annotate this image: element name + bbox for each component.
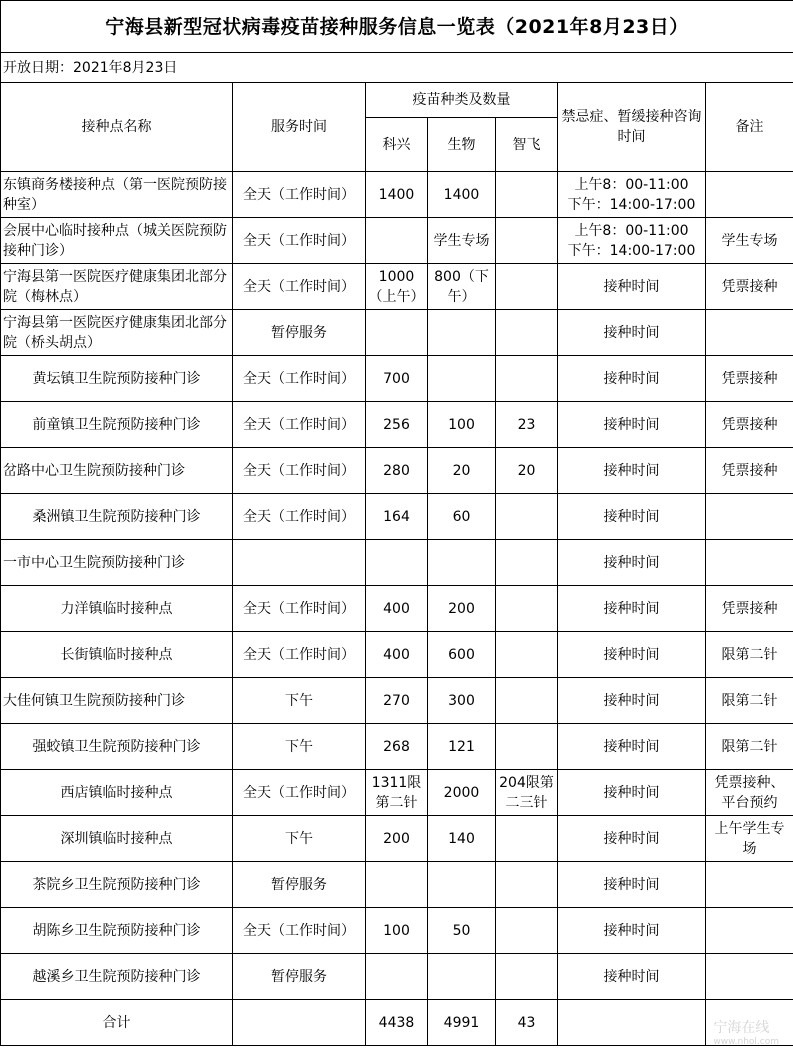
cell-site: 岔路中心卫生院预防接种门诊 <box>1 448 233 494</box>
table-row <box>1 356 793 402</box>
cell-kexing: 280 <box>366 448 428 494</box>
cell-site: 一市中心卫生院预防接种门诊 <box>1 540 233 586</box>
cell-service: 暂停服务 <box>233 862 366 908</box>
table-row <box>1 724 793 770</box>
cell-shengwu: 121 <box>428 724 496 770</box>
cell-consult <box>558 1000 706 1046</box>
header-site: 接种点名称 <box>1 83 233 172</box>
cell-kexing: 4438 <box>366 1000 428 1046</box>
cell-consult: 接种时间 <box>558 402 706 448</box>
cell-shengwu: 140 <box>428 816 496 862</box>
cell-shengwu: 20 <box>428 448 496 494</box>
cell-zhifei <box>496 356 558 402</box>
cell-service: 下午 <box>233 678 366 724</box>
cell-consult: 接种时间 <box>558 540 706 586</box>
cell-shengwu: 50 <box>428 908 496 954</box>
cell-note <box>706 908 793 954</box>
cell-note: 凭票接种、平台预约 <box>706 770 793 816</box>
cell-site: 宁海县第一医院医疗健康集团北部分院（桥头胡点） <box>1 310 233 356</box>
header-vaccine-group: 疫苗种类及数量 <box>366 83 558 118</box>
watermark-logo <box>713 1017 779 1047</box>
cell-consult: 接种时间 <box>558 310 706 356</box>
cell-consult: 接种时间 <box>558 862 706 908</box>
cell-consult: 接种时间 <box>558 356 706 402</box>
cell-note <box>706 310 793 356</box>
cell-kexing: 400 <box>366 586 428 632</box>
cell-zhifei <box>496 816 558 862</box>
table-row <box>1 494 793 540</box>
cell-site: 桑洲镇卫生院预防接种门诊 <box>1 494 233 540</box>
header-shengwu: 生物 <box>428 118 496 172</box>
cell-zhifei <box>496 678 558 724</box>
cell-site: 大佳何镇卫生院预防接种门诊 <box>1 678 233 724</box>
cell-kexing: 164 <box>366 494 428 540</box>
cell-kexing: 1400 <box>366 172 428 218</box>
table-row <box>1 218 793 264</box>
cell-service: 全天（工作时间） <box>233 770 366 816</box>
cell-kexing <box>366 954 428 1000</box>
cell-shengwu: 800（下午） <box>428 264 496 310</box>
table-row <box>1 402 793 448</box>
cell-note: 限第二针 <box>706 632 793 678</box>
cell-note: 凭票接种 <box>706 586 793 632</box>
header-kexing: 科兴 <box>366 118 428 172</box>
header-consult: 禁忌症、暂缓接种咨询时间 <box>558 83 706 172</box>
cell-note <box>706 862 793 908</box>
table-row <box>1 540 793 586</box>
cell-zhifei <box>496 172 558 218</box>
table-row <box>1 908 793 954</box>
cell-zhifei: 20 <box>496 448 558 494</box>
cell-zhifei <box>496 310 558 356</box>
cell-consult: 接种时间 <box>558 770 706 816</box>
cell-shengwu: 1400 <box>428 172 496 218</box>
cell-note: 限第二针 <box>706 678 793 724</box>
page-title: 宁海县新型冠状病毒疫苗接种服务信息一览表（2021年8月23日） <box>1 1 793 53</box>
cell-kexing: 1000（上午） <box>366 264 428 310</box>
cell-zhifei: 43 <box>496 1000 558 1046</box>
cell-site: 茶院乡卫生院预防接种门诊 <box>1 862 233 908</box>
cell-service: 全天（工作时间） <box>233 908 366 954</box>
cell-kexing <box>366 218 428 264</box>
cell-note: 学生专场 <box>706 218 793 264</box>
header-note: 备注 <box>706 83 793 172</box>
cell-service: 暂停服务 <box>233 310 366 356</box>
open-date: 开放日期：2021年8月23日 <box>1 53 793 83</box>
cell-note: 凭票接种 <box>706 356 793 402</box>
table-row <box>1 310 793 356</box>
cell-zhifei <box>496 908 558 954</box>
total-row <box>1 1000 793 1046</box>
cell-consult: 接种时间 <box>558 448 706 494</box>
cell-note <box>706 494 793 540</box>
cell-kexing: 700 <box>366 356 428 402</box>
cell-kexing <box>366 540 428 586</box>
cell-shengwu <box>428 540 496 586</box>
table-row <box>1 448 793 494</box>
cell-service: 全天（工作时间） <box>233 494 366 540</box>
table-row <box>1 816 793 862</box>
cell-shengwu: 100 <box>428 402 496 448</box>
cell-site: 西店镇临时接种点 <box>1 770 233 816</box>
cell-note <box>706 540 793 586</box>
cell-site: 力洋镇临时接种点 <box>1 586 233 632</box>
cell-site: 胡陈乡卫生院预防接种门诊 <box>1 908 233 954</box>
cell-kexing: 270 <box>366 678 428 724</box>
cell-kexing: 100 <box>366 908 428 954</box>
cell-consult: 上午8：00-11:00 下午：14:00-17:00 <box>558 218 706 264</box>
cell-service: 全天（工作时间） <box>233 264 366 310</box>
cell-consult: 接种时间 <box>558 632 706 678</box>
cell-site: 强蛟镇卫生院预防接种门诊 <box>1 724 233 770</box>
cell-zhifei <box>496 862 558 908</box>
table-row <box>1 954 793 1000</box>
cell-zhifei: 23 <box>496 402 558 448</box>
cell-note: 限第二针 <box>706 724 793 770</box>
cell-shengwu <box>428 954 496 1000</box>
cell-zhifei <box>496 264 558 310</box>
cell-service <box>233 1000 366 1046</box>
cell-site: 会展中心临时接种点（城关医院预防接种门诊） <box>1 218 233 264</box>
watermark-main: 宁海在线 <box>713 1020 770 1036</box>
cell-site: 深圳镇临时接种点 <box>1 816 233 862</box>
cell-service: 全天（工作时间） <box>233 586 366 632</box>
cell-site: 宁海县第一医院医疗健康集团北部分院（梅林点） <box>1 264 233 310</box>
cell-shengwu <box>428 310 496 356</box>
cell-shengwu: 600 <box>428 632 496 678</box>
cell-note: 凭票接种 <box>706 448 793 494</box>
cell-site: 东镇商务楼接种点（第一医院预防接种室） <box>1 172 233 218</box>
header-service: 服务时间 <box>233 83 366 172</box>
cell-site: 前童镇卫生院预防接种门诊 <box>1 402 233 448</box>
cell-zhifei: 204限第二三针 <box>496 770 558 816</box>
table-row <box>1 264 793 310</box>
cell-shengwu: 300 <box>428 678 496 724</box>
cell-consult: 上午8：00-11:00 下午：14:00-17:00 <box>558 172 706 218</box>
cell-service: 下午 <box>233 724 366 770</box>
cell-zhifei <box>496 586 558 632</box>
cell-service <box>233 540 366 586</box>
table-row <box>1 862 793 908</box>
cell-shengwu: 2000 <box>428 770 496 816</box>
cell-consult: 接种时间 <box>558 264 706 310</box>
cell-consult: 接种时间 <box>558 494 706 540</box>
cell-zhifei <box>496 632 558 678</box>
cell-consult: 接种时间 <box>558 586 706 632</box>
cell-site: 长街镇临时接种点 <box>1 632 233 678</box>
cell-note: 上午学生专场 <box>706 816 793 862</box>
cell-shengwu: 学生专场 <box>428 218 496 264</box>
table-row <box>1 632 793 678</box>
cell-zhifei <box>496 494 558 540</box>
cell-shengwu <box>428 862 496 908</box>
cell-kexing: 1311限第二针 <box>366 770 428 816</box>
cell-consult: 接种时间 <box>558 954 706 1000</box>
table-row <box>1 678 793 724</box>
cell-zhifei <box>496 724 558 770</box>
cell-kexing: 200 <box>366 816 428 862</box>
cell-service: 全天（工作时间） <box>233 402 366 448</box>
table-row <box>1 586 793 632</box>
watermark-url: www.nhol.com <box>713 1037 779 1047</box>
cell-service: 全天（工作时间） <box>233 632 366 678</box>
cell-kexing: 400 <box>366 632 428 678</box>
cell-service: 暂停服务 <box>233 954 366 1000</box>
cell-kexing <box>366 862 428 908</box>
cell-service: 全天（工作时间） <box>233 218 366 264</box>
cell-site: 合计 <box>1 1000 233 1046</box>
cell-note <box>706 172 793 218</box>
cell-service: 全天（工作时间） <box>233 448 366 494</box>
cell-zhifei <box>496 218 558 264</box>
cell-kexing: 256 <box>366 402 428 448</box>
cell-zhifei <box>496 954 558 1000</box>
header-zhifei: 智飞 <box>496 118 558 172</box>
cell-shengwu: 60 <box>428 494 496 540</box>
cell-service: 全天（工作时间） <box>233 356 366 402</box>
cell-shengwu: 200 <box>428 586 496 632</box>
cell-service: 全天（工作时间） <box>233 172 366 218</box>
cell-kexing: 268 <box>366 724 428 770</box>
cell-site: 黄坛镇卫生院预防接种门诊 <box>1 356 233 402</box>
cell-consult: 接种时间 <box>558 678 706 724</box>
cell-service: 下午 <box>233 816 366 862</box>
cell-consult: 接种时间 <box>558 816 706 862</box>
cell-note: 凭票接种 <box>706 402 793 448</box>
cell-shengwu <box>428 356 496 402</box>
cell-shengwu: 4991 <box>428 1000 496 1046</box>
table-row <box>1 172 793 218</box>
cell-zhifei <box>496 540 558 586</box>
cell-consult: 接种时间 <box>558 908 706 954</box>
cell-kexing <box>366 310 428 356</box>
cell-site: 越溪乡卫生院预防接种门诊 <box>1 954 233 1000</box>
table-row <box>1 770 793 816</box>
cell-note: 凭票接种 <box>706 264 793 310</box>
cell-note <box>706 954 793 1000</box>
cell-consult: 接种时间 <box>558 724 706 770</box>
